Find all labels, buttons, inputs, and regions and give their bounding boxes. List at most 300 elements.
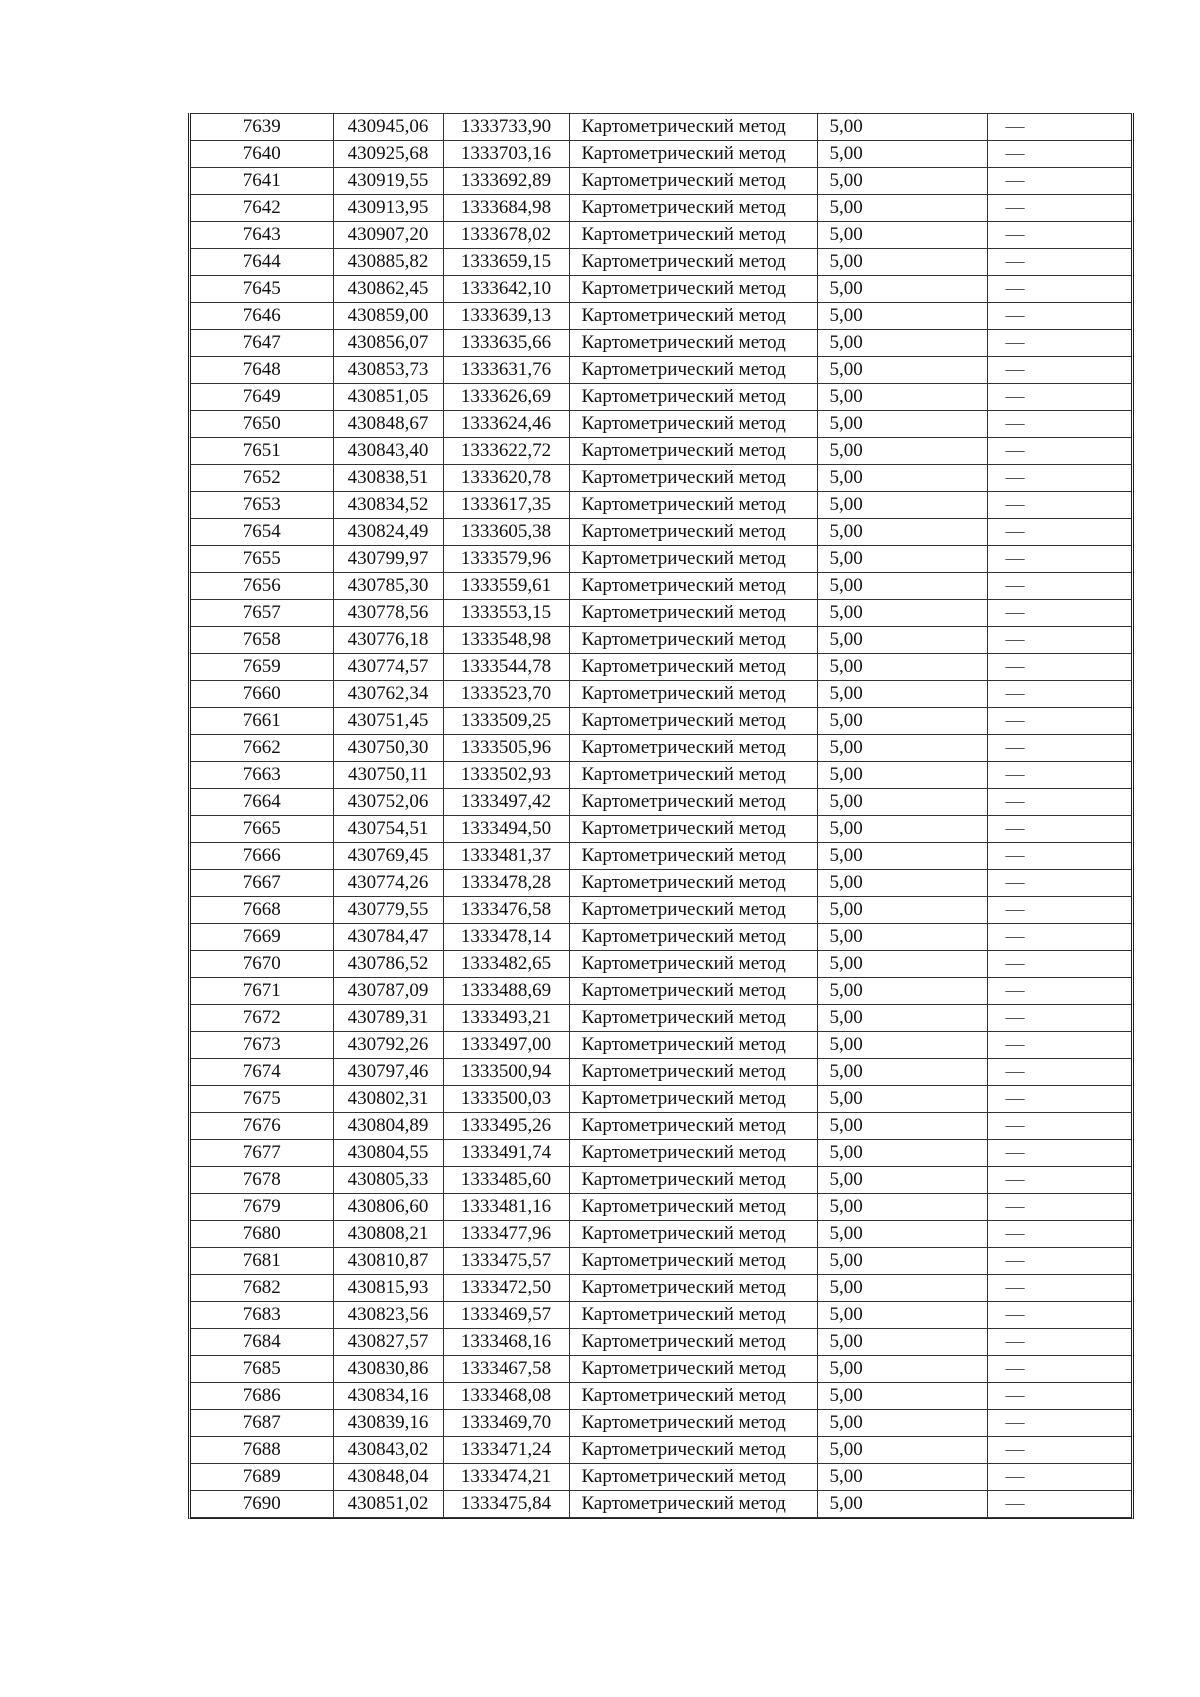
table-row — [191, 384, 1131, 411]
y-coordinate-cell: 1333475,84 — [443, 1491, 569, 1518]
table-row — [191, 1086, 1131, 1113]
description-cell: — — [987, 1437, 1131, 1464]
point-number-cell: 7674 — [191, 1059, 333, 1086]
accuracy-cell: 5,00 — [817, 708, 987, 735]
accuracy-cell: 5,00 — [817, 1356, 987, 1383]
description-cell: — — [987, 1383, 1131, 1410]
point-number-cell: 7660 — [191, 681, 333, 708]
method-cell: Картометрический метод — [569, 438, 817, 465]
method-cell: Картометрический метод — [569, 1383, 817, 1410]
point-number-cell: 7663 — [191, 762, 333, 789]
y-coordinate-cell: 1333474,21 — [443, 1464, 569, 1491]
x-coordinate-cell: 430750,11 — [333, 762, 443, 789]
y-coordinate-cell: 1333624,46 — [443, 411, 569, 438]
method-cell: Картометрический метод — [569, 1113, 817, 1140]
x-coordinate-cell: 430859,00 — [333, 303, 443, 330]
table-row — [191, 1275, 1131, 1302]
point-number-cell: 7675 — [191, 1086, 333, 1113]
coordinates-table-body — [191, 114, 1131, 1518]
point-number-cell: 7662 — [191, 735, 333, 762]
description-cell: — — [987, 627, 1131, 654]
point-number-cell: 7658 — [191, 627, 333, 654]
x-coordinate-cell: 430851,02 — [333, 1491, 443, 1518]
table-row — [191, 141, 1131, 168]
y-coordinate-cell: 1333548,98 — [443, 627, 569, 654]
accuracy-cell: 5,00 — [817, 843, 987, 870]
description-cell: — — [987, 1005, 1131, 1032]
table-row — [191, 465, 1131, 492]
description-cell: — — [987, 1194, 1131, 1221]
method-cell: Картометрический метод — [569, 1491, 817, 1518]
x-coordinate-cell: 430806,60 — [333, 1194, 443, 1221]
point-number-cell: 7668 — [191, 897, 333, 924]
table-row — [191, 1383, 1131, 1410]
x-coordinate-cell: 430925,68 — [333, 141, 443, 168]
table-row — [191, 114, 1131, 141]
description-cell: — — [987, 1464, 1131, 1491]
x-coordinate-cell: 430827,57 — [333, 1329, 443, 1356]
point-number-cell: 7677 — [191, 1140, 333, 1167]
accuracy-cell: 5,00 — [817, 141, 987, 168]
accuracy-cell: 5,00 — [817, 249, 987, 276]
accuracy-cell: 5,00 — [817, 1383, 987, 1410]
point-number-cell: 7647 — [191, 330, 333, 357]
description-cell: — — [987, 330, 1131, 357]
point-number-cell: 7676 — [191, 1113, 333, 1140]
x-coordinate-cell: 430834,52 — [333, 492, 443, 519]
x-coordinate-cell: 430843,40 — [333, 438, 443, 465]
table-row — [191, 1113, 1131, 1140]
method-cell: Картометрический метод — [569, 816, 817, 843]
x-coordinate-cell: 430752,06 — [333, 789, 443, 816]
accuracy-cell: 5,00 — [817, 951, 987, 978]
table-row — [191, 1032, 1131, 1059]
description-cell: — — [987, 816, 1131, 843]
accuracy-cell: 5,00 — [817, 1194, 987, 1221]
table-row — [191, 492, 1131, 519]
point-number-cell: 7655 — [191, 546, 333, 573]
method-cell: Картометрический метод — [569, 789, 817, 816]
x-coordinate-cell: 430754,51 — [333, 816, 443, 843]
point-number-cell: 7665 — [191, 816, 333, 843]
description-cell: — — [987, 411, 1131, 438]
description-cell: — — [987, 951, 1131, 978]
accuracy-cell: 5,00 — [817, 1437, 987, 1464]
x-coordinate-cell: 430853,73 — [333, 357, 443, 384]
x-coordinate-cell: 430792,26 — [333, 1032, 443, 1059]
accuracy-cell: 5,00 — [817, 1491, 987, 1518]
table-row — [191, 1140, 1131, 1167]
point-number-cell: 7687 — [191, 1410, 333, 1437]
x-coordinate-cell: 430785,30 — [333, 573, 443, 600]
method-cell: Картометрический метод — [569, 1086, 817, 1113]
table-row — [191, 222, 1131, 249]
x-coordinate-cell: 430802,31 — [333, 1086, 443, 1113]
x-coordinate-cell: 430810,87 — [333, 1248, 443, 1275]
x-coordinate-cell: 430856,07 — [333, 330, 443, 357]
table-row — [191, 303, 1131, 330]
table-row — [191, 1005, 1131, 1032]
x-coordinate-cell: 430834,16 — [333, 1383, 443, 1410]
description-cell: — — [987, 1248, 1131, 1275]
table-row — [191, 1302, 1131, 1329]
point-number-cell: 7669 — [191, 924, 333, 951]
y-coordinate-cell: 1333478,14 — [443, 924, 569, 951]
y-coordinate-cell: 1333485,60 — [443, 1167, 569, 1194]
x-coordinate-cell: 430804,55 — [333, 1140, 443, 1167]
point-number-cell: 7645 — [191, 276, 333, 303]
y-coordinate-cell: 1333469,57 — [443, 1302, 569, 1329]
accuracy-cell: 5,00 — [817, 762, 987, 789]
table-row — [191, 168, 1131, 195]
y-coordinate-cell: 1333468,16 — [443, 1329, 569, 1356]
accuracy-cell: 5,00 — [817, 978, 987, 1005]
point-number-cell: 7679 — [191, 1194, 333, 1221]
x-coordinate-cell: 430945,06 — [333, 114, 443, 141]
description-cell: — — [987, 897, 1131, 924]
point-number-cell: 7688 — [191, 1437, 333, 1464]
y-coordinate-cell: 1333620,78 — [443, 465, 569, 492]
method-cell: Картометрический метод — [569, 1140, 817, 1167]
method-cell: Картометрический метод — [569, 1356, 817, 1383]
method-cell: Картометрический метод — [569, 897, 817, 924]
table-row — [191, 546, 1131, 573]
x-coordinate-cell: 430799,97 — [333, 546, 443, 573]
accuracy-cell: 5,00 — [817, 897, 987, 924]
point-number-cell: 7653 — [191, 492, 333, 519]
method-cell: Картометрический метод — [569, 1059, 817, 1086]
table-row — [191, 1248, 1131, 1275]
method-cell: Картометрический метод — [569, 1167, 817, 1194]
x-coordinate-cell: 430750,30 — [333, 735, 443, 762]
y-coordinate-cell: 1333659,15 — [443, 249, 569, 276]
x-coordinate-cell: 430848,04 — [333, 1464, 443, 1491]
method-cell: Картометрический метод — [569, 1410, 817, 1437]
description-cell: — — [987, 1140, 1131, 1167]
method-cell: Картометрический метод — [569, 1005, 817, 1032]
description-cell: — — [987, 1167, 1131, 1194]
table-row — [191, 843, 1131, 870]
accuracy-cell: 5,00 — [817, 465, 987, 492]
x-coordinate-cell: 430848,67 — [333, 411, 443, 438]
x-coordinate-cell: 430804,89 — [333, 1113, 443, 1140]
method-cell: Картометрический метод — [569, 1464, 817, 1491]
point-number-cell: 7671 — [191, 978, 333, 1005]
description-cell: — — [987, 168, 1131, 195]
description-cell: — — [987, 1275, 1131, 1302]
x-coordinate-cell: 430851,05 — [333, 384, 443, 411]
description-cell: — — [987, 789, 1131, 816]
method-cell: Картометрический метод — [569, 951, 817, 978]
accuracy-cell: 5,00 — [817, 438, 987, 465]
y-coordinate-cell: 1333622,72 — [443, 438, 569, 465]
method-cell: Картометрический метод — [569, 708, 817, 735]
table-row — [191, 789, 1131, 816]
y-coordinate-cell: 1333488,69 — [443, 978, 569, 1005]
method-cell: Картометрический метод — [569, 465, 817, 492]
y-coordinate-cell: 1333495,26 — [443, 1113, 569, 1140]
y-coordinate-cell: 1333678,02 — [443, 222, 569, 249]
accuracy-cell: 5,00 — [817, 681, 987, 708]
table-row — [191, 1167, 1131, 1194]
x-coordinate-cell: 430787,09 — [333, 978, 443, 1005]
y-coordinate-cell: 1333642,10 — [443, 276, 569, 303]
accuracy-cell: 5,00 — [817, 654, 987, 681]
description-cell: — — [987, 276, 1131, 303]
table-row — [191, 330, 1131, 357]
accuracy-cell: 5,00 — [817, 735, 987, 762]
table-row — [191, 276, 1131, 303]
point-number-cell: 7686 — [191, 1383, 333, 1410]
point-number-cell: 7670 — [191, 951, 333, 978]
y-coordinate-cell: 1333703,16 — [443, 141, 569, 168]
description-cell: — — [987, 978, 1131, 1005]
accuracy-cell: 5,00 — [817, 924, 987, 951]
y-coordinate-cell: 1333523,70 — [443, 681, 569, 708]
point-number-cell: 7643 — [191, 222, 333, 249]
point-number-cell: 7681 — [191, 1248, 333, 1275]
method-cell: Картометрический метод — [569, 1329, 817, 1356]
description-cell: — — [987, 843, 1131, 870]
x-coordinate-cell: 430885,82 — [333, 249, 443, 276]
point-number-cell: 7649 — [191, 384, 333, 411]
accuracy-cell: 5,00 — [817, 546, 987, 573]
method-cell: Картометрический метод — [569, 249, 817, 276]
accuracy-cell: 5,00 — [817, 222, 987, 249]
table-row — [191, 519, 1131, 546]
method-cell: Картометрический метод — [569, 519, 817, 546]
accuracy-cell: 5,00 — [817, 384, 987, 411]
table-row — [191, 1194, 1131, 1221]
description-cell: — — [987, 870, 1131, 897]
table-row — [191, 600, 1131, 627]
accuracy-cell: 5,00 — [817, 1275, 987, 1302]
x-coordinate-cell: 430751,45 — [333, 708, 443, 735]
method-cell: Картометрический метод — [569, 762, 817, 789]
point-number-cell: 7652 — [191, 465, 333, 492]
y-coordinate-cell: 1333505,96 — [443, 735, 569, 762]
accuracy-cell: 5,00 — [817, 1086, 987, 1113]
table-row — [191, 1356, 1131, 1383]
table-row — [191, 195, 1131, 222]
table-row — [191, 654, 1131, 681]
table-row — [191, 627, 1131, 654]
point-number-cell: 7666 — [191, 843, 333, 870]
x-coordinate-cell: 430789,31 — [333, 1005, 443, 1032]
point-number-cell: 7664 — [191, 789, 333, 816]
table-row — [191, 1059, 1131, 1086]
y-coordinate-cell: 1333500,03 — [443, 1086, 569, 1113]
table-row — [191, 1410, 1131, 1437]
x-coordinate-cell: 430797,46 — [333, 1059, 443, 1086]
method-cell: Картометрический метод — [569, 681, 817, 708]
y-coordinate-cell: 1333692,89 — [443, 168, 569, 195]
point-number-cell: 7651 — [191, 438, 333, 465]
point-number-cell: 7673 — [191, 1032, 333, 1059]
description-cell: — — [987, 249, 1131, 276]
x-coordinate-cell: 430769,45 — [333, 843, 443, 870]
method-cell: Картометрический метод — [569, 330, 817, 357]
description-cell: — — [987, 1356, 1131, 1383]
point-number-cell: 7659 — [191, 654, 333, 681]
point-number-cell: 7685 — [191, 1356, 333, 1383]
y-coordinate-cell: 1333471,24 — [443, 1437, 569, 1464]
x-coordinate-cell: 430839,16 — [333, 1410, 443, 1437]
x-coordinate-cell: 430824,49 — [333, 519, 443, 546]
accuracy-cell: 5,00 — [817, 114, 987, 141]
y-coordinate-cell: 1333509,25 — [443, 708, 569, 735]
method-cell: Картометрический метод — [569, 384, 817, 411]
accuracy-cell: 5,00 — [817, 330, 987, 357]
point-number-cell: 7657 — [191, 600, 333, 627]
x-coordinate-cell: 430919,55 — [333, 168, 443, 195]
x-coordinate-cell: 430786,52 — [333, 951, 443, 978]
point-number-cell: 7689 — [191, 1464, 333, 1491]
y-coordinate-cell: 1333631,76 — [443, 357, 569, 384]
y-coordinate-cell: 1333626,69 — [443, 384, 569, 411]
x-coordinate-cell: 430913,95 — [333, 195, 443, 222]
method-cell: Картометрический метод — [569, 1248, 817, 1275]
description-cell: — — [987, 1221, 1131, 1248]
accuracy-cell: 5,00 — [817, 1410, 987, 1437]
method-cell: Картометрический метод — [569, 546, 817, 573]
y-coordinate-cell: 1333733,90 — [443, 114, 569, 141]
accuracy-cell: 5,00 — [817, 1032, 987, 1059]
description-cell: — — [987, 195, 1131, 222]
description-cell: — — [987, 384, 1131, 411]
method-cell: Картометрический метод — [569, 492, 817, 519]
point-number-cell: 7690 — [191, 1491, 333, 1518]
accuracy-cell: 5,00 — [817, 519, 987, 546]
accuracy-cell: 5,00 — [817, 1113, 987, 1140]
table-row — [191, 1464, 1131, 1491]
table-row — [191, 870, 1131, 897]
accuracy-cell: 5,00 — [817, 1248, 987, 1275]
description-cell: — — [987, 465, 1131, 492]
description-cell: — — [987, 654, 1131, 681]
accuracy-cell: 5,00 — [817, 600, 987, 627]
x-coordinate-cell: 430774,26 — [333, 870, 443, 897]
method-cell: Картометрический метод — [569, 843, 817, 870]
method-cell: Картометрический метод — [569, 168, 817, 195]
y-coordinate-cell: 1333559,61 — [443, 573, 569, 600]
x-coordinate-cell: 430815,93 — [333, 1275, 443, 1302]
description-cell: — — [987, 1491, 1131, 1518]
point-number-cell: 7672 — [191, 1005, 333, 1032]
method-cell: Картометрический метод — [569, 1302, 817, 1329]
y-coordinate-cell: 1333635,66 — [443, 330, 569, 357]
description-cell: — — [987, 492, 1131, 519]
table-row — [191, 951, 1131, 978]
y-coordinate-cell: 1333472,50 — [443, 1275, 569, 1302]
accuracy-cell: 5,00 — [817, 1140, 987, 1167]
y-coordinate-cell: 1333544,78 — [443, 654, 569, 681]
description-cell: — — [987, 681, 1131, 708]
method-cell: Картометрический метод — [569, 1221, 817, 1248]
point-number-cell: 7654 — [191, 519, 333, 546]
accuracy-cell: 5,00 — [817, 303, 987, 330]
y-coordinate-cell: 1333605,38 — [443, 519, 569, 546]
coordinates-table-frame — [188, 113, 1134, 1519]
point-number-cell: 7678 — [191, 1167, 333, 1194]
coordinates-table — [191, 113, 1131, 1518]
description-cell: — — [987, 546, 1131, 573]
description-cell: — — [987, 1410, 1131, 1437]
description-cell: — — [987, 1113, 1131, 1140]
x-coordinate-cell: 430838,51 — [333, 465, 443, 492]
y-coordinate-cell: 1333476,58 — [443, 897, 569, 924]
y-coordinate-cell: 1333639,13 — [443, 303, 569, 330]
x-coordinate-cell: 430823,56 — [333, 1302, 443, 1329]
table-row — [191, 1437, 1131, 1464]
y-coordinate-cell: 1333497,00 — [443, 1032, 569, 1059]
method-cell: Картометрический метод — [569, 1275, 817, 1302]
point-number-cell: 7650 — [191, 411, 333, 438]
description-cell: — — [987, 1059, 1131, 1086]
x-coordinate-cell: 430843,02 — [333, 1437, 443, 1464]
method-cell: Картометрический метод — [569, 276, 817, 303]
description-cell: — — [987, 519, 1131, 546]
point-number-cell: 7640 — [191, 141, 333, 168]
accuracy-cell: 5,00 — [817, 168, 987, 195]
x-coordinate-cell: 430784,47 — [333, 924, 443, 951]
table-row — [191, 1491, 1131, 1518]
method-cell: Картометрический метод — [569, 411, 817, 438]
method-cell: Картометрический метод — [569, 573, 817, 600]
method-cell: Картометрический метод — [569, 303, 817, 330]
x-coordinate-cell: 430778,56 — [333, 600, 443, 627]
table-row — [191, 924, 1131, 951]
x-coordinate-cell: 430776,18 — [333, 627, 443, 654]
method-cell: Картометрический метод — [569, 870, 817, 897]
method-cell: Картометрический метод — [569, 924, 817, 951]
description-cell: — — [987, 357, 1131, 384]
y-coordinate-cell: 1333482,65 — [443, 951, 569, 978]
table-row — [191, 438, 1131, 465]
description-cell: — — [987, 1302, 1131, 1329]
table-row — [191, 573, 1131, 600]
method-cell: Картометрический метод — [569, 1437, 817, 1464]
y-coordinate-cell: 1333553,15 — [443, 600, 569, 627]
x-coordinate-cell: 430774,57 — [333, 654, 443, 681]
accuracy-cell: 5,00 — [817, 276, 987, 303]
description-cell: — — [987, 303, 1131, 330]
y-coordinate-cell: 1333579,96 — [443, 546, 569, 573]
y-coordinate-cell: 1333497,42 — [443, 789, 569, 816]
accuracy-cell: 5,00 — [817, 1059, 987, 1086]
method-cell: Картометрический метод — [569, 735, 817, 762]
y-coordinate-cell: 1333493,21 — [443, 1005, 569, 1032]
point-number-cell: 7661 — [191, 708, 333, 735]
description-cell: — — [987, 1329, 1131, 1356]
method-cell: Картометрический метод — [569, 222, 817, 249]
point-number-cell: 7680 — [191, 1221, 333, 1248]
point-number-cell: 7644 — [191, 249, 333, 276]
table-row — [191, 1221, 1131, 1248]
x-coordinate-cell: 430808,21 — [333, 1221, 443, 1248]
accuracy-cell: 5,00 — [817, 357, 987, 384]
accuracy-cell: 5,00 — [817, 1302, 987, 1329]
description-cell: — — [987, 141, 1131, 168]
method-cell: Картометрический метод — [569, 600, 817, 627]
accuracy-cell: 5,00 — [817, 1167, 987, 1194]
table-row — [191, 249, 1131, 276]
accuracy-cell: 5,00 — [817, 1005, 987, 1032]
y-coordinate-cell: 1333502,93 — [443, 762, 569, 789]
x-coordinate-cell: 430862,45 — [333, 276, 443, 303]
method-cell: Картометрический метод — [569, 1032, 817, 1059]
x-coordinate-cell: 430805,33 — [333, 1167, 443, 1194]
